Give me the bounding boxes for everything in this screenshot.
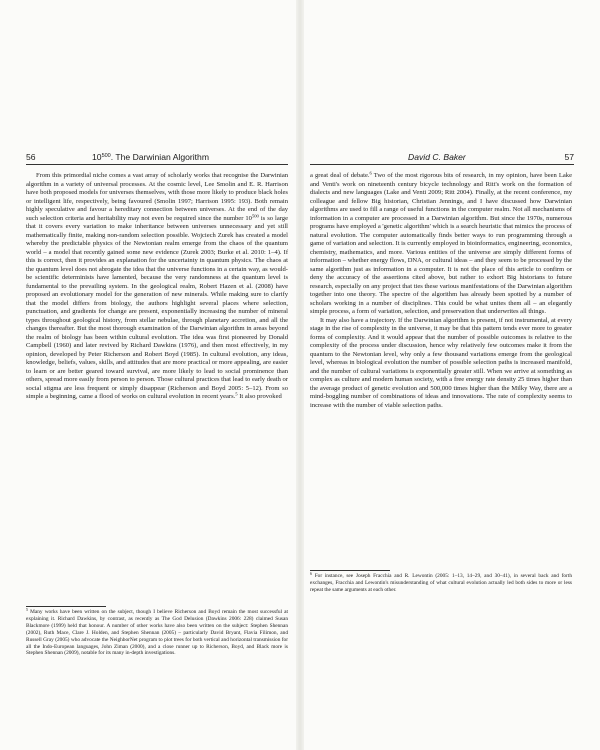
left-page (0, 0, 296, 750)
exponent-superscript: 500 (251, 213, 259, 219)
left-running-head-title (92, 152, 209, 162)
left-p1-text-a: From this primordial niche comes a vast array of scholarly works that recognise the Darwinian algorithm in a variety of universal processes. At the cosmic level, Lee Smolin and E. R. Harrison have both proposed models for universes themselves, with those more likely to produce black holes or intelligent life, respectively, being favoured (Smolin 1997; Harrison 1995: 193). Both remain highly speculative and favour a hereditary connection between universes. At the end of the day such selection criteria and heritability may not even be required since the number 10 (26, 172, 288, 222)
left-header-rule (26, 164, 288, 165)
left-footnote-rule (26, 606, 106, 607)
right-p1-text-a: a great deal of debate. (310, 172, 370, 179)
footnote-6-mark: 6 (310, 571, 312, 576)
left-body-text (26, 172, 288, 402)
right-page (304, 0, 600, 750)
running-head-exponent: 500 (101, 153, 111, 159)
right-paragraph-1 (310, 172, 572, 317)
footnote-6 (310, 573, 572, 594)
left-footnote (26, 609, 288, 657)
right-paragraph-2 (310, 317, 572, 411)
footnote-6-text: For instance, see Joseph Fracchia and R. Lewontin (2005: 1–13, 14–29, and 30–41), in several back and forth exchanges, Fracchia and Lewontin's misunderstanding of what cultural evolution actually led both sides to more or less repeat the same arguments at each other. (310, 573, 572, 593)
left-p1-text-b: is so large that it covers every variation to make inheritance between universes unnecessary and yet still mathematically finite, making non-random selection possible. Wojciech Zurek has created a model whereby the predictable physics of the Newtonian realm emerge from the chaos of the quantum world – a model that recently gained some new evidence (Zurek 2003; Burke et al. 2010: 1–4). If this is correct, then it provides an explanation for the uncertainty in quantum physics. The chaos at the quantum level does not abrogate the idea that the universe functions in a certain way, as would-be scientific determinists have lamented, because the very randomness at the quantum level is fundamental to the prevailing system. In the geological realm, Robert Hazen et al. (2008) have proposed an evolutionary model for the generation of new minerals. While making sure to clarify that the model differs from biology, the authors highlight several places where selection, punctuation, and gradients for change are present, exponentially increasing the number of mineral types throughout geological history, from stellar nebulae, through planetary accretion, and all the changes thereafter. But the most thorough examination of the Darwinian algorithm in areas beyond the realm of biology has been within cultural evolution. The idea was first pioneered by Donald Campbell (1960) and later revived by Richard Dawkins (1976), and then most effectively, in my opinion, developed by Peter Richerson and Robert Boyd (1985). In cultural evolution, any ideas, knowledge, beliefs, values, skills, and attitudes that are more practical or more appealing, are easier to learn or are better geared toward survival, are more likely to lead to social prominence than others, spread more easily from person to person. Those cultural practices that lead to early death or social stigma are less frequent or simply disappear (Richerson and Boyd 2005: 5–12). From so simple a beginning, came a flood of works on cultural evolution in recent years. (26, 214, 288, 401)
left-paragraph-1 (26, 172, 288, 402)
right-body-text (310, 172, 572, 410)
right-footnote-rule (310, 570, 390, 571)
right-footnote (310, 573, 572, 594)
footnote-5-mark: 5 (26, 607, 28, 612)
running-head-text: . The Darwinian Algorithm (110, 152, 209, 162)
left-running-header (26, 152, 288, 166)
right-running-head-author: David C. Baker (408, 152, 466, 162)
footnote-5 (26, 609, 288, 657)
right-page-number: 57 (564, 152, 574, 162)
left-page-number: 56 (26, 152, 36, 162)
right-p2-text: It may also have a trajectory. If the Darwinian algorithm is present, if not instrumental, at every stage in the rise of complexity in the universe, it may be that this pattern tends ever more to greater forms of complexity. And it would appear that the number of possible outcomes is relative to the complexity of the process under discussion, hence why relatively few outcomes make it from the quantum to the Newtonian level, why only a few thousand variations emerge from the geological level, whereas in biological evolution the number of possible selection paths is increased manifold, and the number of cultural variations is exponentially greater still. When we arrive at something as complex as culture and modern human society, with a free energy rate density 25 times higher than the average product of genetic evolution and 500,000 times higher than the Milky Way, there are a mind-boggling number of combinations of ideas and innovations. The rate of complexity seems to increase with the number of viable selection paths. (310, 316, 572, 409)
footnote-ref-5: 5 (235, 391, 238, 397)
footnote-ref-6: 6 (369, 170, 372, 176)
footnote-5-text: Many works have been written on the subject, though I believe Richerson and Boyd remain the most successful at explaining it. Richard Dawkins, by contrast, as recently as The God Delusion (Dawkins 2006: 228) claimed Susan Blackmore (1999) held that honour. A number of other works have also been written on the subject: Stephen Shennan (2002), Ruth Mace, Clare J. Holden, and Stephen Shennan (2005) – particularly David Bryant, Flavia Filimon, and Russell Gray (2005) who advocate the NeighborNet program to plot trees for both vertical and horizontal transmission for all the Indo-European languages, John Ziman (2000), and a close runner up to Richerson, Boyd, and Black more is Stephen Shennan (2009), notable for its many in-depth investigations. (26, 609, 288, 657)
right-p1-text-b: Two of the most rigorous bits of research, in my opinion, have been Lake and Venti's work on nineteenth century bicycle technology and Ritt's work on the formation of dialects and new languages (Lake and Venti 2009; Ritt 2004). Finally, at the recent conference, my colleague and fellow Big historian, Christian Jennings, and I have discussed how Darwinian algorithms are used to fill a range of useful functions in the computer realm. Not all mechanisms of information in a computer are processed in a Darwinian algorithm. But since the 1970s, numerous programs have employed a 'genetic algorithm' which is a search heuristic that mimics the process of natural evolution. The computer automatically finds better ways to run programming through a game of variation and selection. It is currently employed in bioinformatics, engineering, economics, chemistry, mathematics, and more. Various entities of the universe are simply different forms of information – whether energy flows, DNA, or cultural ideas – and they seem to be processed by the same algorithm just as information in a computer. It is not the place of this article to confirm or deny the accuracy of the assertions cited above, but rather to exhort Big historians to future research, especially on any project that ties these various manifestations of the Darwinian algorithm together into one theory. The spectre of the algorithm has already been spotted by a number of scholars working in a number of disciplines. This could be what unites them all – an elegantly simple process, a form of variation, selection, and preservation that underwrites all things. (310, 172, 572, 316)
running-head-base: 10 (92, 152, 102, 162)
left-p1-text-c: It also provoked (237, 393, 282, 401)
right-running-header (310, 152, 574, 166)
right-header-rule (310, 164, 574, 165)
book-gutter (296, 0, 304, 750)
